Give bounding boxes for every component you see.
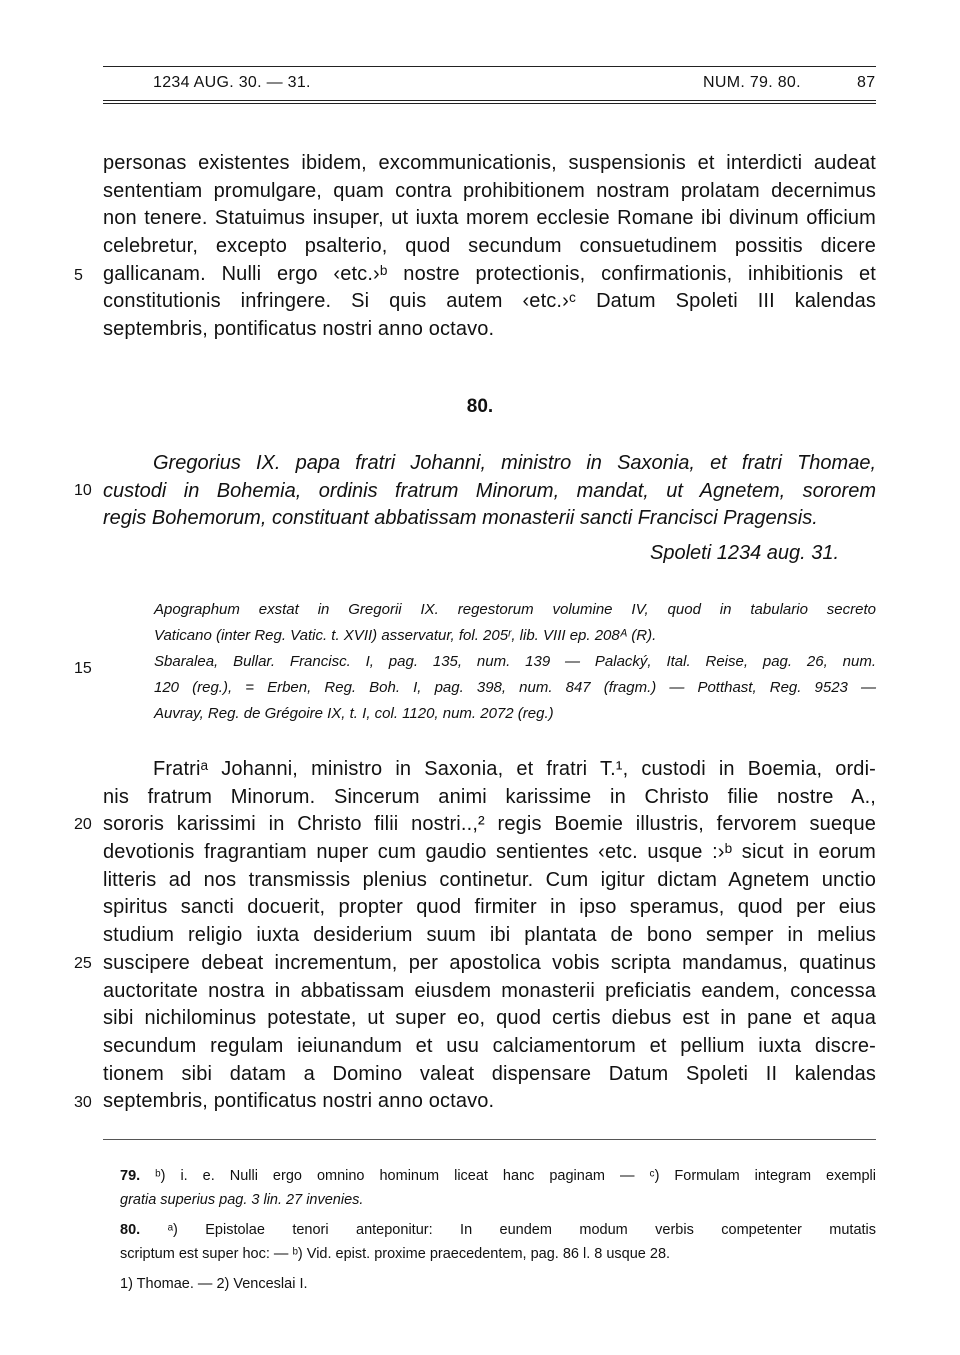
doc79-text [103, 150, 876, 344]
text-line: suscipere debeat incrementum, per apostolica vobis scripta mandamus, quatinus [103, 951, 876, 974]
text-line: constitutionis infringere. Si quis autem ‹etc.›ᶜ Datum Spoleti III kalendas [103, 290, 876, 313]
footnotes [120, 1164, 876, 1296]
source-line: Auvray, Reg. de Grégoire IX, t. I, col. 1120, num. 2072 (reg.) [154, 705, 554, 722]
text-line: Fratriᵃ Johanni, ministro in Saxonia, et fratri T.¹, custodi in Boemia, ordi- [153, 758, 876, 780]
text-line: personas existentes ibidem, excommunicationis, suspensionis et interdicti audeat [103, 152, 876, 174]
regest-line: regis Bohemorum, constituant abbatissam monasterii sancti Francisci Pragensis. [103, 507, 818, 530]
footnote-text: scriptum est super hoc: — ᵇ) Vid. epist. proxime praecedentem, pag. 86 l. 8 usque 28. [120, 1246, 671, 1262]
line-number: 15 [74, 660, 92, 677]
text-line: auctoritate nostra in abbatissam eiusdem monasterii preficiatis eandem, concessa [103, 979, 876, 1002]
header-bottom-rule [103, 100, 876, 101]
source-line: 120 (reg.), = Erben, Reg. Boh. I, pag. 398, num. 847 (fragm.) — Potthast, Reg. 9523 — [154, 679, 876, 696]
running-head-number: NUM. 79. 80. [703, 74, 801, 91]
running-head-left: 1234 AUG. 30. — 31. [153, 74, 311, 91]
date-place: Spoleti 1234 aug. 31. [650, 542, 840, 564]
line-number: 25 [74, 955, 92, 972]
footnote-text: ᵇ) i. e. Nulli ergo omnino hominum liceat hanc paginam — ᶜ) Formulam integram exempli [155, 1168, 876, 1184]
text-line: sororis karissimi in Christo filii nostri..,² regis Boemie illustris, fervorem sueque [103, 813, 876, 836]
footnote-general: 1) Thomae. — 2) Venceslai I. [120, 1276, 308, 1292]
text-line: sententiam promulgare, quam contra prohibitionem nostram prolatam decernimus [103, 179, 876, 202]
footnote-label: 80. [120, 1222, 141, 1238]
source-line: Apographum exstat in Gregorii IX. regestorum volumine IV, quod in tabulario secreto [154, 601, 876, 618]
text-line: spiritus sancti docuerit, propter quod firmiter in ipso speramus, quod per eius [103, 896, 876, 919]
regest-line: custodi in Bohemia, ordinis fratrum Minorum, mandat, ut Agnetem, sororem [103, 479, 876, 502]
text-line: litteris ad nos transmissis plenius continetur. Cum igitur dictam Agnetem unctio [103, 868, 876, 891]
page-number: 87 [857, 74, 876, 91]
source-line: Vaticano (inter Reg. Vatic. t. XVII) asservatur, fol. 205ʳ, lib. VIII ep. 208ᴬ (R). [154, 627, 657, 644]
text-line: celebretur, excepto psalterio, quod secundum consuetudinem possitis dicere [103, 235, 876, 258]
header-bottom-rule-2 [103, 103, 876, 104]
regest [103, 450, 876, 533]
text-line: tionem sibi datam a Domino valeat dispensare Datum Spoleti II kalendas [103, 1062, 876, 1085]
source-line: Sbaralea, Bullar. Francisc. I, pag. 135, num. 139 — Palacký, Ital. Reise, pag. 26, num. [154, 653, 876, 670]
footnote-80 [120, 1218, 876, 1242]
text-line: septembris, pontificatus nostri anno octavo. [103, 1090, 495, 1113]
text-line: non tenere. Statuimus insuper, ut iuxta morem ecclesie Romane ibi divinum officium [103, 207, 876, 230]
footnote-label: 79. [120, 1168, 141, 1184]
text-line: devotionis fragrantiam nuper cum gaudio sentientes ‹etc. usque :›ᵇ sicut in eorum [103, 841, 876, 864]
text-line: secundum regulam ieiunandum et usu calciamentorum et pellium iuxta discre- [103, 1034, 876, 1057]
regest-line: Gregorius IX. papa fratri Johanni, ministro in Saxonia, et fratri Thomae, [153, 452, 876, 474]
source-notes [154, 597, 876, 727]
line-number: 10 [74, 482, 92, 499]
text-line: nis fratrum Minorum. Sincerum animi karissime in Christo filie nostre A., [103, 785, 876, 808]
text-line: septembris, pontificatus nostri anno octavo. [103, 318, 495, 341]
footnote-text: ᵃ) Epistolae tenori anteponitur: In eundem modum verbis competenter mutatis [167, 1222, 877, 1238]
doc80-text [103, 756, 876, 1116]
header-top-rule [103, 66, 876, 67]
footnote-text: gratia superius pag. 3 lin. 27 invenies. [120, 1192, 364, 1208]
line-number: 5 [74, 267, 83, 284]
footnote-79 [120, 1164, 876, 1188]
line-number: 30 [74, 1094, 92, 1111]
text-line: gallicanam. Nulli ergo ‹etc.›ᵇ nostre protectionis, confirmationis, inhibitionis et [103, 262, 876, 285]
footnote-rule [103, 1139, 876, 1140]
line-number: 20 [74, 816, 92, 833]
document-number: 80. [466, 396, 494, 417]
text-line: studium religio iuxta desiderium suum ibi plantata de bono semper in melius [103, 924, 876, 947]
text-line: sibi nichilominus potestate, ut super eo, quod certis diebus est in pane et aqua [103, 1007, 876, 1030]
